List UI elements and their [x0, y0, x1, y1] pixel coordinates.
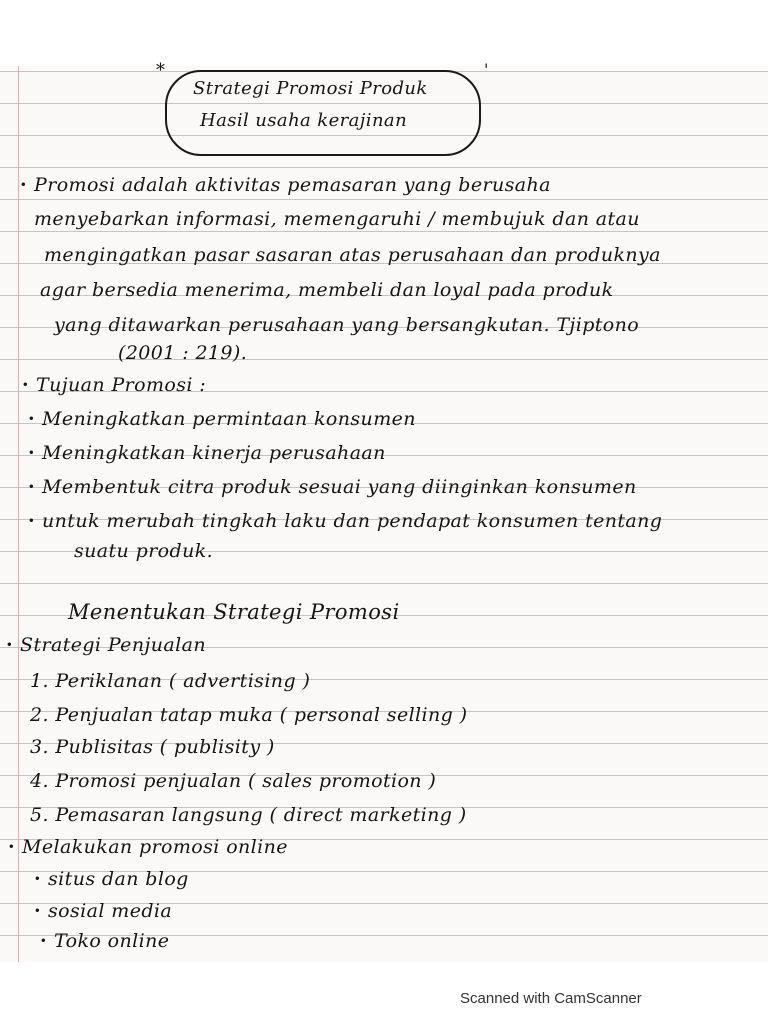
- title-line-1: Strategi Promosi Produk: [193, 78, 428, 99]
- tujuan-item-2: · Meningkatkan kinerja perusahaan: [28, 442, 386, 464]
- tick-mark: ': [484, 60, 489, 79]
- online-item-1: · situs dan blog: [34, 868, 189, 890]
- tujuan-item-4: · untuk merubah tingkah laku dan pendapat konsumen tentang: [28, 510, 662, 532]
- definition-line-2: menyebarkan informasi, memengaruhi / membujuk dan atau: [34, 208, 640, 230]
- online-item-2: · sosial media: [34, 900, 172, 922]
- online-item-3: · Toko online: [40, 930, 169, 952]
- strategi-item-5: 5. Pemasaran langsung ( direct marketing ): [30, 804, 467, 826]
- tujuan-item-1: · Meningkatkan permintaan konsumen: [28, 408, 416, 430]
- tujuan-heading: · Tujuan Promosi :: [22, 374, 206, 396]
- definition-line-1: · Promosi adalah aktivitas pemasaran yang berusaha: [20, 174, 551, 196]
- definition-line-5: yang ditawarkan perusahaan yang bersangkutan. Tjiptono: [54, 314, 640, 336]
- strategi-item-1: 1. Periklanan ( advertising ): [30, 670, 311, 692]
- tujuan-item-3: · Membentuk citra produk sesuai yang diinginkan konsumen: [28, 476, 637, 498]
- definition-line-3: mengingatkan pasar sasaran atas perusahaan dan produknya: [44, 244, 661, 266]
- strategi-sub-heading: · Strategi Penjualan: [6, 634, 206, 656]
- scanner-watermark: Scanned with CamScanner: [460, 990, 642, 1007]
- strategi-heading: Menentukan Strategi Promosi: [68, 600, 400, 624]
- definition-line-6: (2001 : 219).: [118, 342, 248, 364]
- star-mark: *: [156, 60, 166, 81]
- definition-line-4: agar bersedia menerima, membeli dan loyal pada produk: [40, 279, 614, 301]
- strategi-item-3: 3. Publisitas ( publisity ): [30, 736, 275, 758]
- tujuan-item-4-cont: suatu produk.: [74, 540, 214, 562]
- strategi-item-2: 2. Penjualan tatap muka ( personal selling ): [30, 704, 468, 726]
- strategi-item-4: 4. Promosi penjualan ( sales promotion ): [30, 770, 437, 792]
- title-line-2: Hasil usaha kerajinan: [200, 110, 408, 131]
- online-heading: · Melakukan promosi online: [8, 836, 288, 858]
